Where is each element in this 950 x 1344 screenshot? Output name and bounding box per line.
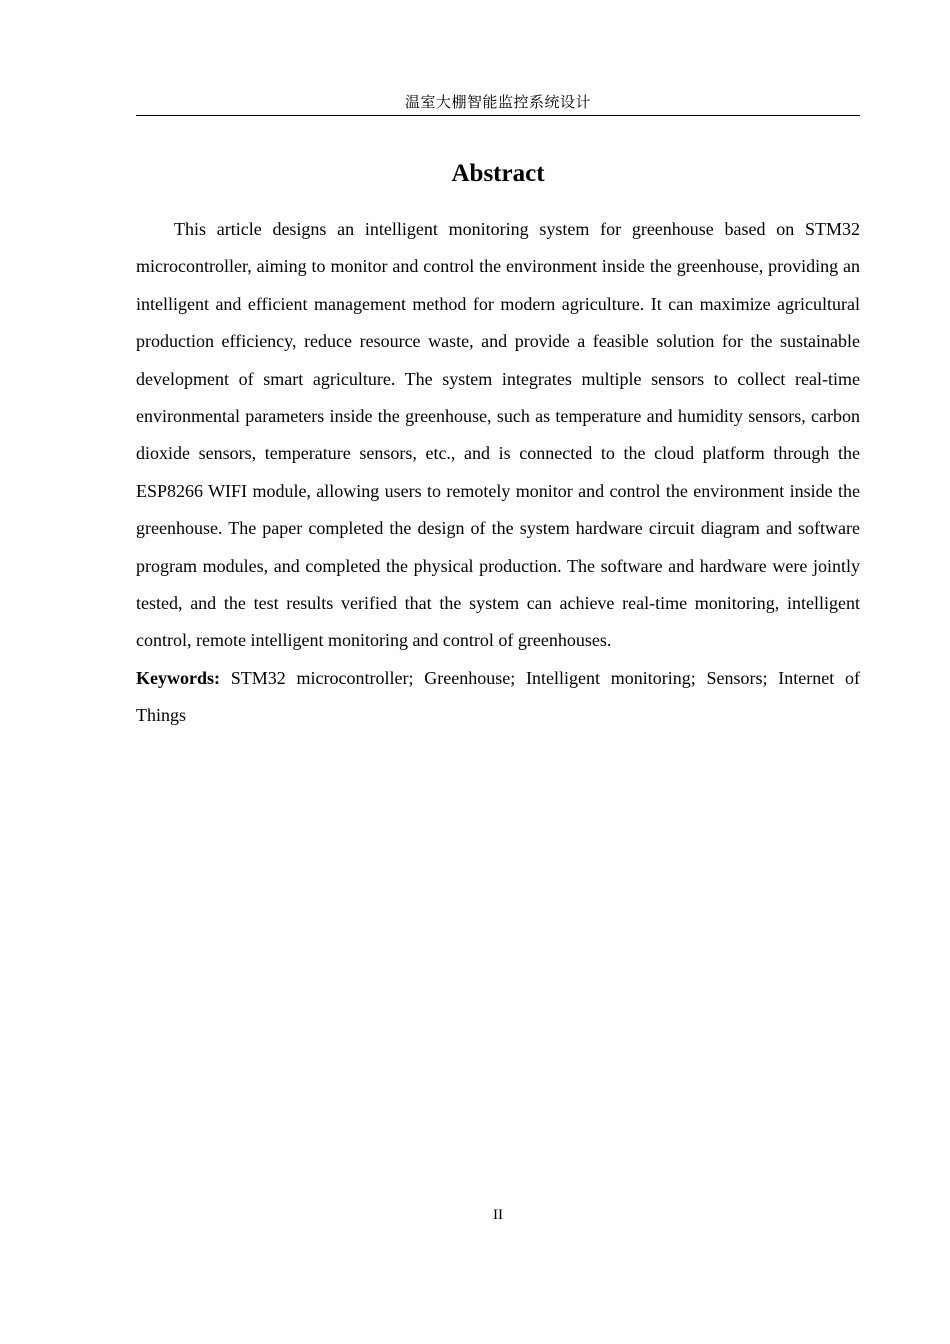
header-rule bbox=[136, 115, 860, 116]
keywords-text: STM32 microcontroller; Greenhouse; Intelligent monitoring; Sensors; Internet of Things bbox=[136, 667, 860, 726]
running-header: 温室大棚智能监控系统设计 bbox=[404, 93, 591, 111]
abstract-title: Abstract bbox=[451, 160, 545, 187]
keywords-label: Keywords: bbox=[136, 667, 220, 688]
page-number: II bbox=[493, 1207, 503, 1223]
abstract-paragraph: This article designs an intelligent monitoring system for greenhouse based on STM32 microcontroller, aiming to monitor and control the environment inside the greenhouse, providing an intelligent and efficient management method for modern agriculture. It can maximize agricultural production efficiency, reduce resource waste, and provide a feasible solution for the sustainable development of smart agriculture. The system integrates multiple sensors to collect real-time environmental parameters inside the greenhouse, such as temperature and humidity sensors, carbon dioxide sensors, temperature sensors, etc., and is connected to the cloud platform through the ESP8266 WIFI module, allowing users to remotely monitor and control the environment inside the greenhouse. The paper completed the design of the system hardware circuit diagram and software program modules, and completed the physical production. The software and hardware were jointly tested, and the test results verified that the system can achieve real-time monitoring, intelligent control, remote intelligent monitoring and control of greenhouses. bbox=[136, 219, 860, 651]
keywords-line bbox=[136, 660, 860, 735]
abstract-body bbox=[136, 211, 860, 735]
